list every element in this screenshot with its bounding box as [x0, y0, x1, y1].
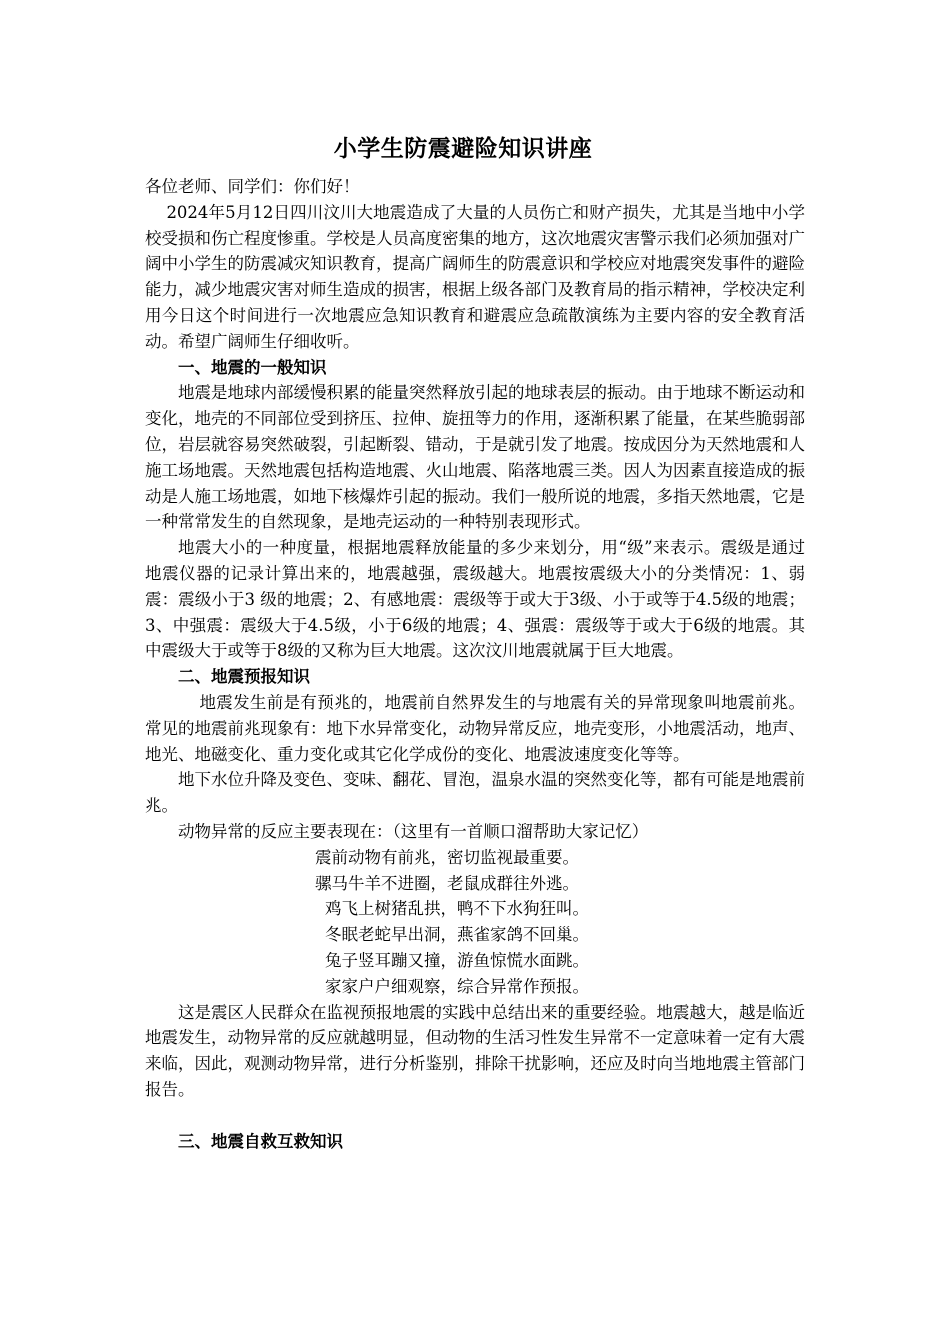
rhyme-line: 骡马牛羊不进圈，老鼠成群往外逃。: [315, 873, 579, 893]
section-1-paragraph-2: 地震大小的一种度量，根据地震释放能量的多少来划分，用“级”来表示。震级是通过地震仪器的记录计算出来的，地震越强，震级越大。地震按震级大小的分类情况：1、弱震：震级小于3 级的地震；2、有感地震：震级等于或大于3级、小于或等于4.5级的地震；3、中强震：震级大于4.5级，小于6级的地震；4、强震：震级等于或大于6级的地震。其中震级大于或等于8级的又称为巨大地震。这次汶川地震就属于巨大地震。: [145, 538, 805, 661]
section-2-paragraph-2: 地下水位升降及变色、变味、翻花、冒泡，温泉水温的突然变化等，都有可能是地震前兆。: [145, 770, 805, 816]
rhyme-line: 家家户户细观察，综合异常作预报。: [325, 976, 589, 996]
spacer: [145, 1103, 805, 1129]
document-body: [145, 174, 805, 1154]
section-1-heading: 一、地震的一般知识: [178, 357, 327, 377]
section-2-paragraph-4: 这是震区人民群众在监视预报地震的实践中总结出来的重要经验。地震越大，越是临近地震发生，动物异常的反应就越明显，但动物的生活习性发生异常不一定意味着一定有大震来临，因此，观测动物异常，进行分析鉴别，排除干扰影响，还应及时向当地地震主管部门报告。: [145, 1002, 805, 1099]
section-2-heading: 二、地震预报知识: [178, 667, 310, 687]
section-1-paragraph-1: 地震是地球内部缓慢积累的能量突然释放引起的地球表层的振动。由于地球不断运动和变化，地壳的不同部位受到挤压、拉伸、旋扭等力的作用，逐渐积累了能量，在某些脆弱部位，岩层就容易突然破裂，引起断裂、错动，于是就引发了地震。按成因分为天然地震和人施工场地震。天然地震包括构造地震、火山地震、陷落地震三类。因人为因素直接造成的振动是人施工场地震，如地下核爆炸引起的振动。我们一般所说的地震，多指天然地震，它是一种常常发生的自然现象，是地壳运动的一种特别表现形式。: [145, 383, 805, 532]
greeting: 各位老师、同学们：你们好！: [145, 177, 360, 196]
rhyme-line: 兔子竖耳蹦又撞，游鱼惊慌水面跳。: [325, 950, 589, 970]
section-3-heading: 三、地震自救互救知识: [178, 1131, 343, 1151]
rhyme-line: 冬眠老蛇早出洞，燕雀家鸽不回巢。: [325, 925, 589, 945]
document-title: 小学生防震避险知识讲座: [333, 135, 593, 162]
rhyme-line: 震前动物有前兆，密切监视最重要。: [315, 847, 579, 867]
section-2-paragraph-3: 动物异常的反应主要表现在：（这里有一首顺口溜帮助大家记忆）: [178, 821, 649, 841]
intro-paragraph: 2024年5月12日四川汶川大地震造成了大量的人员伤亡和财产损失，尤其是当地中小学校受损和伤亡程度惨重。学校是人员高度密集的地方，这次地震灾害警示我们必须加强对广阔中小学生的防震减灾知识教育，提高广阔师生的防震意识和学校应对地震突发事件的避险能力，减少地震灾害对师生造成的损害，根据上级各部门及教育局的指示精神，学校决定利用今日这个时间进行一次地震应急知识教育和避震应急疏散演练为主要内容的安全教育活动。希望广阔师生仔细收听。: [145, 202, 805, 351]
rhyme-line: 鸡飞上树猪乱拱，鸭不下水狗狂叫。: [325, 899, 589, 919]
section-2-paragraph-1: 地震发生前是有预兆的，地震前自然界发生的与地震有关的异常现象叫地震前兆。常见的地震前兆现象有：地下水异常变化，动物异常反应，地壳变形，小地震活动，地声、地光、地磁变化、重力变化或其它化学成份的变化、地震波速度变化等等。: [145, 692, 805, 764]
animal-rhyme: [145, 845, 805, 1000]
